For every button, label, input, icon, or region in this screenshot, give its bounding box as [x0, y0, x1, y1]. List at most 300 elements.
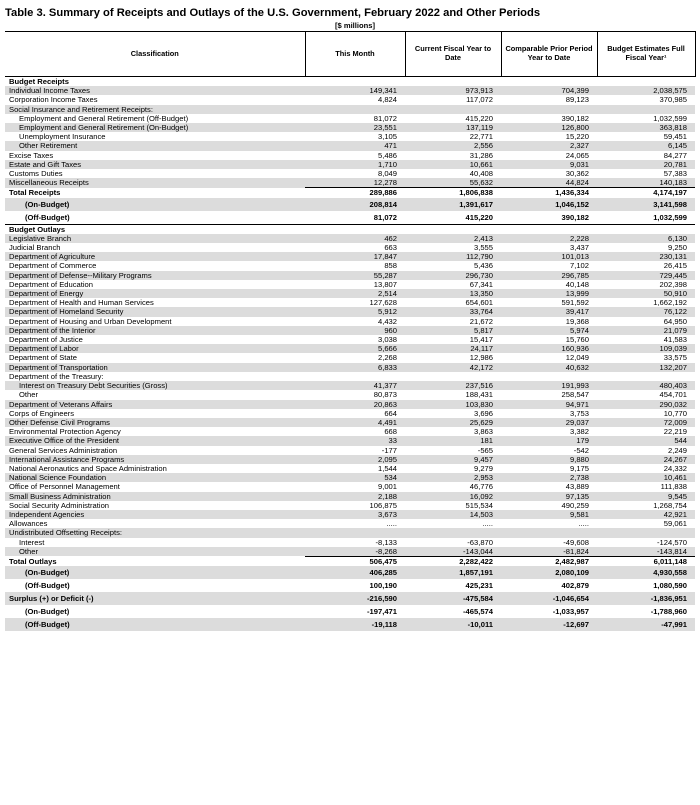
- cell-this-month: 6,833: [305, 363, 405, 372]
- table-row: [5, 353, 695, 362]
- table-row: [5, 344, 695, 353]
- cell-this-month: 534: [305, 473, 405, 482]
- cell-this-month: 5,486: [377, 150, 397, 160]
- cell-prior-period: 30,362: [565, 169, 589, 179]
- cell-this-month: 13,807: [373, 279, 397, 289]
- cell-prior-period: 591,592: [561, 298, 589, 308]
- table-row: [5, 234, 695, 243]
- cell-prior-period: 5,974: [501, 326, 597, 335]
- cell-current-fy: 12,986: [469, 353, 493, 363]
- cell-prior-period: 15,760: [565, 335, 589, 345]
- cell-this-month: 8,049: [377, 169, 397, 179]
- row-label: Interest: [19, 537, 45, 547]
- row-label: Budget Outlays: [9, 224, 66, 234]
- table-row: [5, 363, 695, 372]
- table-row: [5, 400, 695, 409]
- table-row: [5, 261, 695, 270]
- table-row: [5, 114, 695, 123]
- cell-current-fy: 10,661: [405, 160, 501, 169]
- cell-budget-estimate: 2,249: [667, 445, 687, 455]
- cell-budget-estimate: [597, 224, 695, 234]
- table-row: [5, 409, 695, 418]
- cell-prior-period: 19,368: [565, 316, 589, 326]
- cell-current-fy: 21,672: [469, 316, 493, 326]
- cell-this-month: 668: [384, 427, 397, 437]
- cell-current-fy: [405, 528, 501, 537]
- row-label: Budget Receipts: [9, 77, 69, 86]
- cell-current-fy: 2,413: [405, 234, 501, 243]
- table-row: [5, 538, 695, 547]
- table-row: [5, 501, 695, 510]
- row-label: National Aeronautics and Space Administration: [9, 463, 167, 473]
- cell-budget-estimate: 480,403: [597, 381, 695, 390]
- table-row: [5, 473, 695, 482]
- cell-current-fy: .....: [482, 519, 493, 529]
- cell-budget-estimate: 84,277: [663, 150, 687, 160]
- row-label: Legislative Branch: [5, 234, 305, 243]
- table-row: [5, 618, 695, 631]
- row-label: Interest on Treasury Debt Securities (Gross): [5, 381, 305, 390]
- cell-prior-period: 39,417: [501, 307, 597, 316]
- row-label: Other: [19, 390, 38, 400]
- cell-current-fy: -143,044: [405, 547, 501, 557]
- cell-budget-estimate: 290,032: [597, 400, 695, 409]
- cell-current-fy: 117,072: [466, 95, 493, 105]
- table-row: [5, 605, 695, 618]
- row-label: Department of Commerce: [9, 261, 97, 271]
- row-label: Surplus (+) or Deficit (-): [5, 592, 305, 605]
- row-label: Small Business Administration: [5, 492, 305, 501]
- cell-current-fy: 112,790: [405, 252, 501, 261]
- cell-current-fy: -475,584: [405, 592, 501, 605]
- cell-this-month: 33: [305, 436, 405, 445]
- table-row: [5, 566, 695, 579]
- cell-prior-period: 2,738: [501, 473, 597, 482]
- table-row: [5, 252, 695, 261]
- cell-this-month: 471: [305, 141, 405, 150]
- cell-this-month: 1,544: [377, 463, 397, 473]
- cell-prior-period: [501, 105, 597, 114]
- cell-current-fy: -63,870: [467, 537, 493, 547]
- cell-budget-estimate: 544: [597, 436, 695, 445]
- cell-prior-period: 390,182: [501, 211, 597, 225]
- table-row: [5, 160, 695, 169]
- table-row: [5, 105, 695, 114]
- cell-budget-estimate: 4,174,197: [597, 188, 695, 198]
- cell-current-fy: 1,391,617: [405, 198, 501, 211]
- row-label: Social Security Administration: [9, 500, 110, 510]
- column-header-budget-estimates: Budget Estimates Full Fiscal Year¹: [597, 32, 695, 77]
- row-label: Other Retirement: [5, 141, 305, 150]
- cell-prior-period: -1,033,957: [552, 607, 589, 617]
- cell-current-fy: 1,857,191: [405, 566, 501, 579]
- cell-current-fy: [405, 224, 501, 234]
- cell-budget-estimate: 9,545: [597, 492, 695, 501]
- table-row: [5, 427, 695, 436]
- cell-this-month: 3,105: [377, 132, 397, 142]
- cell-this-month: 5,912: [305, 307, 405, 316]
- column-header-classification: Classification: [5, 32, 305, 77]
- row-label: (Off-Budget): [25, 581, 70, 591]
- cell-budget-estimate: 20,781: [597, 160, 695, 169]
- cell-budget-estimate: 33,575: [663, 353, 687, 363]
- cell-prior-period: [501, 528, 597, 537]
- cell-this-month: 55,287: [305, 271, 405, 280]
- cell-budget-estimate: 1,080,590: [653, 581, 687, 591]
- cell-budget-estimate: 230,131: [597, 252, 695, 261]
- cell-prior-period: 9,880: [501, 455, 597, 464]
- cell-budget-estimate: 2,038,575: [597, 86, 695, 95]
- table-row: [5, 271, 695, 280]
- cell-current-fy: 25,629: [405, 418, 501, 427]
- cell-this-month: -197,471: [367, 607, 397, 617]
- cell-current-fy: [405, 372, 501, 381]
- table-row: [5, 317, 695, 326]
- cell-prior-period: 258,547: [561, 390, 589, 400]
- cell-current-fy: 2,953: [405, 473, 501, 482]
- row-label: Total Receipts: [9, 188, 61, 198]
- row-label: Department of Agriculture: [5, 252, 305, 261]
- row-label: Corps of Engineers: [9, 408, 75, 418]
- cell-prior-period: 43,889: [565, 482, 589, 492]
- cell-budget-estimate: 26,415: [663, 261, 687, 271]
- cell-prior-period: 3,753: [569, 408, 589, 418]
- row-label: Customs Duties: [9, 169, 63, 179]
- cell-prior-period: 7,102: [569, 261, 589, 271]
- cell-current-fy: [405, 77, 501, 87]
- table-row: [5, 307, 695, 316]
- cell-current-fy: 5,817: [405, 326, 501, 335]
- cell-prior-period: 15,220: [565, 132, 589, 142]
- cell-budget-estimate: 59,061: [663, 519, 687, 529]
- cell-budget-estimate: 42,921: [597, 510, 695, 519]
- table-row: [5, 492, 695, 501]
- cell-this-month: 858: [384, 261, 397, 271]
- table-row: [5, 298, 695, 307]
- cell-this-month: [305, 372, 405, 381]
- cell-prior-period: 2,327: [501, 141, 597, 150]
- cell-prior-period: 179: [501, 436, 597, 445]
- cell-this-month: 100,190: [369, 581, 397, 591]
- cell-prior-period: 2,228: [501, 234, 597, 243]
- cell-prior-period: -49,608: [563, 537, 589, 547]
- cell-budget-estimate: 1,032,599: [597, 211, 695, 225]
- cell-budget-estimate: -47,991: [597, 618, 695, 631]
- cell-prior-period: 191,993: [501, 381, 597, 390]
- cell-current-fy: 9,279: [473, 463, 493, 473]
- cell-this-month: [305, 105, 405, 114]
- column-header-prior-period: Comparable Prior Period Year to Date: [501, 32, 597, 77]
- cell-current-fy: 2,282,422: [405, 556, 501, 566]
- cell-current-fy: 33,764: [405, 307, 501, 316]
- table-row: [5, 169, 695, 178]
- row-label: Department of Health and Human Services: [9, 298, 154, 308]
- cell-this-month: 149,341: [305, 86, 405, 95]
- cell-prior-period: -1,046,654: [501, 592, 597, 605]
- row-label: Department of Veterans Affairs: [5, 400, 305, 409]
- cell-prior-period: 704,399: [501, 86, 597, 95]
- cell-budget-estimate: 3,141,598: [597, 198, 695, 211]
- cell-this-month: .....: [386, 519, 397, 529]
- cell-current-fy: -565: [477, 445, 493, 455]
- table-row: [5, 381, 695, 390]
- table-row: [5, 528, 695, 537]
- cell-budget-estimate: 24,267: [597, 455, 695, 464]
- cell-budget-estimate: 111,838: [660, 482, 687, 492]
- table-row: [5, 547, 695, 557]
- cell-this-month: 4,432: [377, 316, 397, 326]
- table-row: [5, 141, 695, 150]
- cell-prior-period: -12,697: [501, 618, 597, 631]
- cell-budget-estimate: 72,009: [597, 418, 695, 427]
- cell-this-month: 80,873: [373, 390, 397, 400]
- table-row: [5, 335, 695, 344]
- row-label: Unemployment Insurance: [19, 132, 106, 142]
- cell-current-fy: 42,172: [405, 363, 501, 372]
- cell-budget-estimate: 729,445: [597, 271, 695, 280]
- table-row: [5, 198, 695, 211]
- table-row: [5, 123, 695, 132]
- row-label: Department of Homeland Security: [5, 307, 305, 316]
- cell-budget-estimate: 454,701: [659, 390, 687, 400]
- cell-this-month: 3,673: [305, 510, 405, 519]
- row-label: Total Outlays: [9, 556, 57, 566]
- cell-current-fy: 296,730: [405, 271, 501, 280]
- document-page: [5, 6, 695, 631]
- table-row: [5, 224, 695, 234]
- row-label: Judicial Branch: [9, 243, 61, 253]
- row-label: Department of State: [9, 353, 77, 363]
- cell-current-fy: 515,534: [465, 500, 493, 510]
- cell-prior-period: 390,182: [561, 113, 589, 123]
- cell-prior-period: 40,632: [501, 363, 597, 372]
- row-label: Department of Justice: [9, 335, 83, 345]
- row-label: Employment and General Retirement (Off-Budget): [19, 113, 189, 123]
- cell-prior-period: 13,999: [501, 289, 597, 298]
- cell-this-month: 208,814: [305, 198, 405, 211]
- cell-budget-estimate: 6,145: [597, 141, 695, 150]
- cell-prior-period: [501, 77, 597, 87]
- cell-this-month: 960: [305, 326, 405, 335]
- cell-prior-period: 3,382: [569, 427, 589, 437]
- cell-current-fy: 103,830: [405, 400, 501, 409]
- cell-prior-period: 89,123: [565, 95, 589, 105]
- cell-budget-estimate: 50,910: [597, 289, 695, 298]
- cell-budget-estimate: 363,818: [597, 123, 695, 132]
- cell-this-month: 127,628: [369, 298, 397, 308]
- cell-this-month: 20,863: [305, 400, 405, 409]
- header-row: [5, 32, 695, 77]
- row-label: Other: [5, 547, 305, 557]
- cell-budget-estimate: [597, 528, 695, 537]
- cell-budget-estimate: 1,032,599: [653, 113, 687, 123]
- row-label: Miscellaneous Receipts: [5, 178, 305, 188]
- cell-this-month: 9,001: [377, 482, 397, 492]
- cell-prior-period: 1,436,334: [501, 188, 597, 198]
- cell-budget-estimate: -124,570: [657, 537, 687, 547]
- row-label: Other Defense Civil Programs: [5, 418, 305, 427]
- table-row: [5, 289, 695, 298]
- row-label: Department of Labor: [5, 344, 305, 353]
- cell-budget-estimate: [597, 372, 695, 381]
- cell-this-month: 506,475: [305, 556, 405, 566]
- cell-prior-period: 3,437: [569, 243, 589, 253]
- cell-current-fy: 67,341: [469, 279, 493, 289]
- cell-budget-estimate: 10,770: [663, 408, 687, 418]
- cell-budget-estimate: 76,122: [597, 307, 695, 316]
- cell-prior-period: 44,824: [501, 178, 597, 188]
- row-label: Office of Personnel Management: [9, 482, 120, 492]
- cell-prior-period: 97,135: [501, 492, 597, 501]
- cell-this-month: -19,118: [305, 618, 405, 631]
- cell-prior-period: 9,175: [569, 463, 589, 473]
- cell-prior-period: 9,581: [501, 510, 597, 519]
- table-row: [5, 243, 695, 252]
- cell-prior-period: 24,065: [565, 150, 589, 160]
- cell-budget-estimate: 370,985: [659, 95, 687, 105]
- cell-budget-estimate: 22,219: [663, 427, 687, 437]
- cell-current-fy: 188,431: [465, 390, 493, 400]
- cell-this-month: 23,551: [305, 123, 405, 132]
- cell-prior-period: 29,037: [501, 418, 597, 427]
- cell-current-fy: -465,574: [463, 607, 493, 617]
- cell-current-fy: [405, 105, 501, 114]
- row-label: General Services Administration: [9, 445, 118, 455]
- table-row: [5, 482, 695, 491]
- cell-current-fy: 137,119: [405, 123, 501, 132]
- cell-budget-estimate: -1,836,951: [597, 592, 695, 605]
- cell-budget-estimate: -1,788,960: [650, 607, 687, 617]
- cell-prior-period: 40,148: [565, 279, 589, 289]
- row-label: (Off-Budget): [5, 211, 305, 225]
- row-label: Employment and General Retirement (On-Budget): [5, 123, 305, 132]
- cell-this-month: 664: [384, 408, 397, 418]
- cell-budget-estimate: 140,183: [597, 178, 695, 188]
- cell-this-month: -216,590: [305, 592, 405, 605]
- cell-current-fy: 425,231: [465, 581, 493, 591]
- table-row: [5, 579, 695, 592]
- cell-this-month: 2,188: [305, 492, 405, 501]
- table-row: [5, 211, 695, 225]
- cell-current-fy: 973,913: [405, 86, 501, 95]
- cell-this-month: 2,268: [377, 353, 397, 363]
- cell-prior-period: 2,482,987: [501, 556, 597, 566]
- cell-current-fy: 16,092: [405, 492, 501, 501]
- cell-budget-estimate: 109,039: [597, 344, 695, 353]
- cell-budget-estimate: 64,950: [663, 316, 687, 326]
- cell-budget-estimate: 21,079: [597, 326, 695, 335]
- row-label: Department of Defense--Military Programs: [5, 271, 305, 280]
- table-row: [5, 390, 695, 399]
- cell-prior-period: 1,046,152: [501, 198, 597, 211]
- cell-budget-estimate: [597, 77, 695, 87]
- cell-this-month: 2,095: [305, 455, 405, 464]
- row-label: Social Insurance and Retirement Receipts:: [5, 105, 305, 114]
- cell-current-fy: 31,286: [469, 150, 493, 160]
- table-row: [5, 418, 695, 427]
- row-label: Individual Income Taxes: [5, 86, 305, 95]
- cell-this-month: -8,133: [375, 537, 397, 547]
- cell-this-month: 3,038: [377, 335, 397, 345]
- cell-current-fy: 24,117: [405, 344, 501, 353]
- cell-prior-period: 94,971: [501, 400, 597, 409]
- cell-budget-estimate: 6,130: [597, 234, 695, 243]
- cell-this-month: [305, 528, 405, 537]
- cell-current-fy: 15,417: [469, 335, 493, 345]
- units-label: [$ millions]: [334, 21, 376, 30]
- cell-current-fy: 415,220: [405, 211, 501, 225]
- cell-this-month: -8,268: [305, 547, 405, 557]
- cell-current-fy: -10,011: [405, 618, 501, 631]
- cell-this-month: 289,886: [305, 188, 405, 198]
- row-label: (On-Budget): [5, 566, 305, 579]
- row-label: International Assistance Programs: [5, 455, 305, 464]
- cell-budget-estimate: 41,583: [663, 335, 687, 345]
- cell-current-fy: 2,556: [405, 141, 501, 150]
- cell-this-month: [305, 77, 405, 87]
- cell-current-fy: 415,220: [465, 113, 493, 123]
- cell-budget-estimate: 1,662,192: [653, 298, 687, 308]
- cell-this-month: 5,666: [305, 344, 405, 353]
- cell-current-fy: 237,516: [405, 381, 501, 390]
- cell-current-fy: 181: [405, 436, 501, 445]
- row-label: (On-Budget): [25, 607, 70, 617]
- row-label: Department of Energy: [5, 289, 305, 298]
- cell-prior-period: [501, 224, 597, 234]
- table-row: [5, 77, 695, 87]
- cell-prior-period: 9,031: [501, 160, 597, 169]
- cell-budget-estimate: 132,207: [597, 363, 695, 372]
- cell-current-fy: 14,503: [405, 510, 501, 519]
- cell-current-fy: 5,436: [473, 261, 493, 271]
- cell-prior-period: 402,879: [561, 581, 589, 591]
- cell-current-fy: 40,408: [469, 169, 493, 179]
- table-row: [5, 436, 695, 445]
- row-label: Department of Transportation: [5, 363, 305, 372]
- cell-current-fy: 55,632: [405, 178, 501, 188]
- cell-this-month: 1,710: [305, 160, 405, 169]
- cell-this-month: 406,285: [305, 566, 405, 579]
- table-row: [5, 178, 695, 188]
- column-header-this-month: This Month: [305, 32, 405, 77]
- column-header-current-fy: Current Fiscal Year to Date: [405, 32, 501, 77]
- cell-budget-estimate: 10,461: [597, 473, 695, 482]
- cell-prior-period: 296,785: [501, 271, 597, 280]
- cell-this-month: 462: [305, 234, 405, 243]
- cell-budget-estimate: 202,398: [659, 279, 687, 289]
- cell-current-fy: 13,350: [405, 289, 501, 298]
- cell-budget-estimate: -143,814: [597, 547, 695, 557]
- cell-this-month: [305, 224, 405, 234]
- row-label: Executive Office of the President: [5, 436, 305, 445]
- row-label: Estate and Gift Taxes: [5, 160, 305, 169]
- row-label: (On-Budget): [5, 198, 305, 211]
- cell-current-fy: 3,863: [473, 427, 493, 437]
- cell-current-fy: 3,696: [473, 408, 493, 418]
- cell-prior-period: 490,259: [561, 500, 589, 510]
- row-label: Department of the Treasury:: [9, 371, 104, 381]
- table-row: [5, 455, 695, 464]
- cell-this-month: 663: [384, 243, 397, 253]
- cell-prior-period: [501, 372, 597, 381]
- cell-current-fy: 22,771: [469, 132, 493, 142]
- table-row: [5, 372, 695, 381]
- cell-prior-period: 101,013: [501, 252, 597, 261]
- row-label: Department of Education: [9, 279, 94, 289]
- table-row: [5, 95, 695, 104]
- row-label: Excise Taxes: [9, 150, 54, 160]
- table-body: [5, 77, 695, 632]
